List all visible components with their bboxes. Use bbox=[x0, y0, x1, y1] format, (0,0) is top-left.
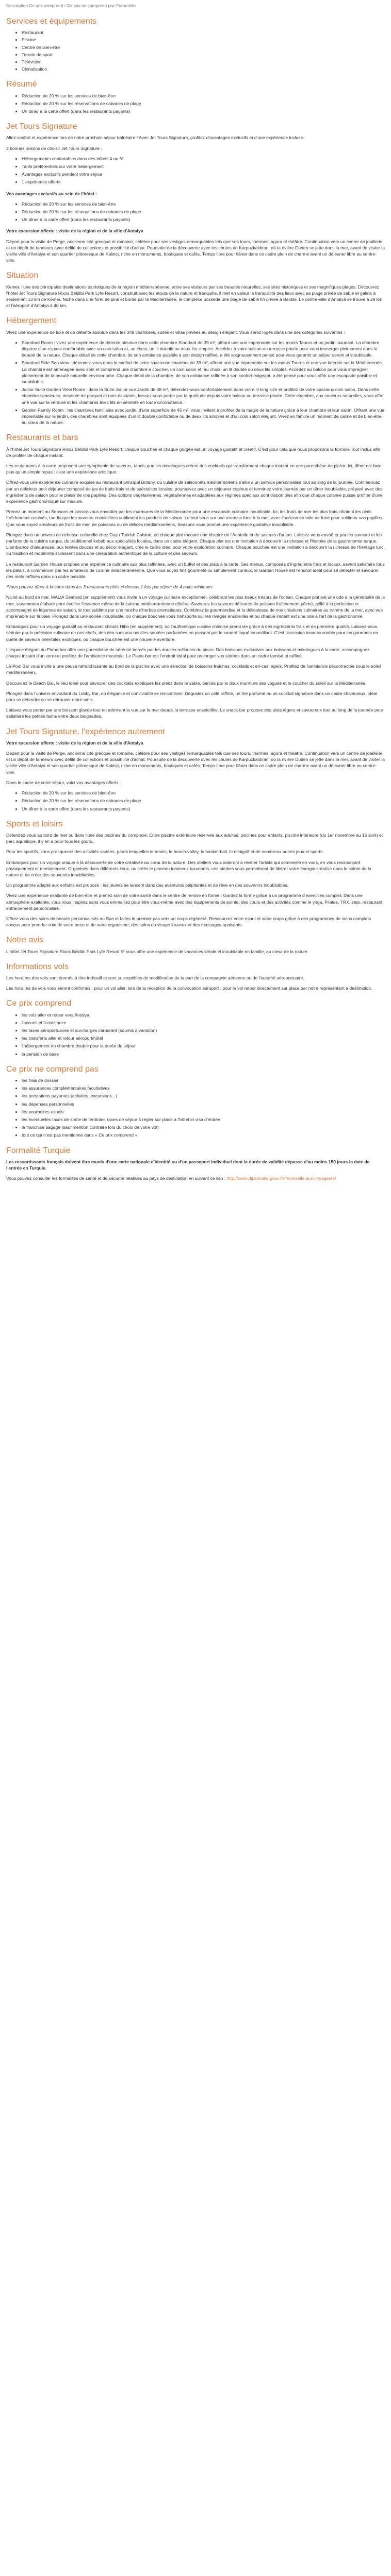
prix-ne-comprend-list bbox=[6, 1077, 385, 1139]
list-item: • la pension de base bbox=[22, 1051, 385, 1057]
restaurants-paragraph: Plongez dans l'univers envoûtant du Lobby Bar, où élégance et convivialité se rencontrent. Dégustez un café raffiné, un thé parfumé ou un cocktail signature dans un cadre chaleureux, idéal pour se détendre ou se retrouver entre amis. bbox=[6, 690, 378, 703]
restaurants-paragraph: À l'hôtel Jet Tours Signature Rixos Beldibi Park Lyfe Resort, chaque bouchée et chaque gorgée est un voyage gustatif et créatif. C'est pour cela que nous proposons la formule Tout inclus afin de profiter de chaque instant. bbox=[6, 446, 380, 458]
restaurants-heading: Restaurants et bars bbox=[6, 433, 78, 443]
excursion-title: Votre excursion offerte : visite de la région et de la ville d'Antalya bbox=[6, 740, 143, 745]
resume-section bbox=[6, 79, 385, 114]
jet-tours-intro: Allez confort et expérience lors de notre prochain séjour balnéaire ! Avec Jet Tours Signature, profitez d'avantages exclusifs et d'une expérience incluse. bbox=[6, 135, 304, 141]
hebergement-heading: Hébergement bbox=[6, 316, 56, 326]
infos-vols-heading: Informations vols bbox=[6, 962, 69, 971]
sports-paragraph: Détendez-vous au bord de mer ou dans l'une des piscines du complexe. Entre piscine extérieure réservée aux adultes, piscines pour enfants, piscine intérieure (du 1er novembre au 15 avril) et parc aquatique, il y en a pour tous les goûts. bbox=[6, 832, 383, 844]
jet-tours-experience-heading: Jet Tours Signature, l'expérience autrement bbox=[6, 727, 165, 736]
restaurants-section bbox=[6, 433, 385, 719]
top-nav-text: Description Ce prix comprend / Ce prix ne comprend pas Formalités bbox=[6, 3, 137, 8]
excursion-title: Votre excursion offerte : visite de la région et de la ville d'Antalya bbox=[6, 228, 143, 234]
room-item: • Garden Family Room : les chambres familiales avec jardin, d'une superficie de 45 m², vous invitent à profiter de la magie de la nature grâce à leur chambre et leur salon. Offrant une vue imprenable sur le jardin, ces chambres sont équipées d'un lit double confortable ou de deux lits simples et d'un coin salon élégant. Vivez en famille un moment de calme et de bien-être au cœur de la nature. bbox=[22, 407, 385, 426]
list-item: • Restaurant bbox=[22, 29, 385, 36]
sports-paragraph: Un programme adapté aux enfants est proposé : les jeunes se lancent dans des aventures palpitantes et de rêve en des souvenirs inoubliables. bbox=[6, 883, 288, 888]
jet-tours-experience-section bbox=[6, 727, 385, 812]
list-item: • Télévision bbox=[22, 59, 385, 65]
list-item: • Réduction de 20 % sur les réservations de cabanes de plage bbox=[22, 798, 385, 804]
hebergement-intro: Vivez une expérience de luxe et de détente absolue dans les 349 chambres, suites et villas privées au design élégant. Vous serez logés dans une des catégories suivantes : bbox=[6, 329, 345, 335]
sports-section bbox=[6, 819, 385, 928]
restaurants-paragraph: Découvrez le Beach Bar, le lieu idéal pour savourer des cocktails exotiques les pieds dans le sable, bercés par le doux murmure des vagues et le coucher du soleil sur la Méditerranée. bbox=[6, 680, 367, 686]
restaurants-note: *Vous pouvez dîner à la carte dans les 3 restaurants cités ci-dessus 1 fois par séjour de 4 nuits minimum. bbox=[6, 584, 213, 590]
sports-paragraph: Vivez une expérience exaltante de bien-être et prenez soin de votre santé dans le centre de remise en forme : Gardez la forme grâce à un programme d'exercices complet. Dans une atmosphère exaltante, vous vous inspirez sans vous emmaillez pour être vous-même avec des équipements de pointe, des cours et des activités comme le yoga, Pilates, TRX, step, restaurant entraînement personnalisé. bbox=[6, 893, 383, 911]
prix-ne-comprend-section bbox=[6, 1064, 385, 1139]
list-item: • Réduction de 20 % sur les réservations de cabanes de plage bbox=[22, 100, 385, 107]
restaurants-paragraph: Laissez-vous porter par une boisson glacée tout en admirant la vue sur la mer depuis la terrasse ensoleillée. Le snack-bar propose des plats légers et savoureux tout au long de la journée pour satisfaire les petites faims entre deux baignades. bbox=[6, 707, 383, 719]
restaurants-paragraph: Offrez-vous une expérience culinaire exquise au restaurant principal Botany, où cuisine de saisonnets méditerranéens s'allie à un service personnalisé tout au long de la journée. Commencez par un délicieux petit déjeuner composé de jus de fruits frais et de spécialités locales, poursuivez avec un déjeuner copieux et terminez votre journée par un dîner inoubliable, préparé avec des ingrédients de saison pour le plaisir de vos papilles. Des options végétariennes, végétaliennes et adaptées aux régimes spéciaux sont disponibles afin que chaque convive puisse profiter d'une expérience gastronomique sur mesure. bbox=[6, 480, 383, 504]
formalite-section bbox=[6, 1146, 385, 1182]
room-item: • Junior Suite Garden View Room : dans la Suite Junior vue Jardin de 48 m², détendez-vous confortablement dans votre lit king size et profitez de votre spacieux coin salon. Dans cette chambre spacieuse, meublée de parquet et tons éclatants, laissez-vous porter par la quiétude depuis votre balcon ou terrasse privée. Cette chambre, aux couleurs naturelles, vous offre une vue sur la verdure et les chambres avec lits en sérénité en toute circonstance. bbox=[22, 386, 385, 405]
room-item: • Standard Room : vivez une expérience de détente absolue dans cette chambre Standard de 39 m², offrant une vue imprenable sur les monts Taurus et un jardin luxuriant. La chambre dispose d'un espace confortable avec un coin salon et, au choix, un lit double ou deux lits simples. Accédez à votre balcon ou terrasse privée pour vous immerger pleinement dans la beauté de la nature. Chaque détail de cette chambre, de son ambiance paisible à son design raffiné, a été soigneusement pensé pour vous garantir un séjour serein et inoubliable. bbox=[22, 340, 385, 359]
situation-section bbox=[6, 270, 385, 309]
restaurants-paragraph: Embarquez pour un voyage gustatif au restaurant chinois Hibo (en supplément), où l'authentique cuisine chinoise prend vie grâce à des ingrédients frais et de première qualité. Laissez-vous séduire par la précision culinaire de nos chefs, des dim sum aux nouilles sautées parfumées en passant par le canard laqué croustillant. C'est l'occasion incontournable pour les gourmets en quête de saveurs orientales exotiques, où chaque bouchée est une nouvelle aventure. bbox=[6, 624, 378, 642]
list-item: • les pourboires usuels bbox=[22, 1109, 385, 1115]
list-item: • Terrain de sport bbox=[22, 52, 385, 58]
restaurants-paragraph: Niché au bord de mer, MALIA Seafood (en supplément) vous invite à un voyage culinaire exceptionnel, célébrant les plus beaux trésors de l'océan. Chaque plat est une ode à la générosité de la mer, savamment élaboré pour éveiller l'essence même de la cuisine méditerranéenne côtière. Savourez les saveurs délicates du poisson fraîchement pêché, grillé à la perfection et accompagné de légumes de saison, le tout sublimé par une touche d'herbes aromatiques. Combinez la gourmandise et la délicatesse de nos créations culinaires au rythme de la mer, avec vue imprenable sur la baie. Plongez dans une soirée inoubliable, où chaque bouchée vous transporte sur les rivages ensoleillés et où chaque instant est une ode à l'art de la gastronomie. bbox=[6, 595, 385, 619]
room-list bbox=[6, 340, 385, 426]
list-item: • Climatisation bbox=[22, 66, 385, 72]
sports-heading: Sports et loisirs bbox=[6, 819, 63, 828]
avantages-intro: Dans le cadre de votre séjour, voici vos avantages offerts : bbox=[6, 779, 121, 785]
list-item: • Avantages exclusifs pendant votre séjour bbox=[22, 171, 385, 177]
prix-comprend-heading: Ce prix comprend bbox=[6, 999, 72, 1008]
list-item: • la franchise bagage (sauf mention contraire lors du choix de votre vol) bbox=[22, 1124, 385, 1130]
prix-ne-comprend-heading: Ce prix ne comprend pas bbox=[6, 1064, 99, 1074]
room-item: • Standard Side Sea view : détendez-vous dans le confort de cette spacieuse chambre de 39 m², offrant une vue imprenable sur les monts Taurus et une vue latérale sur la Méditerranée. La chambre est aménagée avec soin et comprend une chambre à coucher, un coin salon et, au choix, un lit double ou deux lits simples. Accédez au balcon pour vous imprégner pleinement de la beauté naturelle environnante. Chaque détail de la chambre, de son ambiance raffinée à son confort exigeant, a été pensé pour vous offrir une escapade paisible et inoubliable. bbox=[22, 360, 385, 385]
avantages-title: Vos avantages exclusifs au sein de l'hôtel : bbox=[6, 191, 97, 196]
services-section bbox=[6, 16, 385, 72]
list-item: • Réduction de 20 % sur les services de bien-être bbox=[22, 201, 385, 207]
list-item: • les taxes aéroportuaires et surcharges carburant (soumis à variation) bbox=[22, 1027, 385, 1033]
hebergement-section bbox=[6, 316, 385, 426]
list-item: • les frais de dossier bbox=[22, 1077, 385, 1083]
infos-vols-paragraph: Les horaires de vols vous seront confirmés : pour un vol aller, lors de la réception de la convocation aéroport ; pour le vol retour directement sur place par notre représentant à destination. bbox=[6, 986, 372, 991]
list-item: • l'hébergement en chambre double pour la durée du séjour bbox=[22, 1043, 385, 1049]
sports-paragraph: Pour les sportifs, vous pratiquerez des activités variées, parmi lesquelles le tennis, le beach-volley, le basket-ball, le minigolf et de nombreux autres jeux et sports. bbox=[6, 849, 324, 855]
restaurants-paragraph: Le restaurant Garden House propose une expérience culinaire aux plus raffinées, avec un buffet et des plats à la carte. Ses menus, composés d'ingrédients frais et locaux, savent satisfaire tous les palais, à commencer par les amateurs de cuisine méditerranéenne. Que vous soyez fins gourmets ou simplement curieux, le Garden House est l'endroit idéal pour se délecter et savourer des mets raffinés dans un cadre paisible. bbox=[6, 561, 385, 580]
list-item: • tout ce qui n'est pas mentionné dans « Ce prix comprend » bbox=[22, 1132, 385, 1138]
list-item: • les prestations payantes (activités, excursions...) bbox=[22, 1093, 385, 1099]
list-item: • Tarifs préférentiels sur votre hébergement bbox=[22, 163, 385, 170]
jet-tours-reasons-list bbox=[6, 156, 385, 185]
list-item: • Un dîner à la carte offert (dans les restaurants payants) bbox=[22, 108, 385, 114]
resume-heading: Résumé bbox=[6, 80, 37, 89]
restaurants-paragraph: Plongez dans un univers de richesse culturelle chez Duyu Turkish Cuisine, où chaque plat raconte une histoire de l'Anatolie et de saveurs d'antan. Laissez-vous envoûter par les saveurs et les parfums de la cuisine turque, du traditionnel kebab aux spécialités locales, dans un cadre élégant. Chaque plat est une invitation à découvrir la richesse et l'histoire de la gastronomie turque. L'ambiance chaleureuse, aux teintes douces et au décor élégant, crée le cadre idéal pour votre exploration culinaire. Chaque bouchée est une invitation à découvrir la richesse de l'héritage turc, où tradition et modernité s'unissent dans une célébration authentique de la culture et des saveurs. bbox=[6, 532, 385, 556]
list-item: • Un dîner à la carte offert (dans les restaurants payants) bbox=[22, 216, 385, 223]
resume-list bbox=[6, 93, 385, 115]
list-item: • Réduction de 20 % sur les réservations de cabanes de plage bbox=[22, 209, 385, 215]
avantages-list bbox=[6, 201, 385, 223]
list-item: • 1 expérience offerte bbox=[22, 179, 385, 185]
notre-avis-section bbox=[6, 935, 385, 954]
restaurants-paragraph: Prenez un moment au Seasons et laissez-vous envoûter par les murmures de la Méditerranée pour une escapade culinaire inoubliable. Ici, les fruits de mer les plus frais côtoient les plats fraîchement cuisinés, tandis que les saveurs ensoleillées subliment les produits de saison. Le tout servi sur une terrasse face à la mer, avec l'horizon en toile de fond pour sublimer vos papilles. Que vous soyez amateurs de fruits de mer, de poissons ou de délices méditerranéens, Seasons vous promet une expérience gustative inoubliable. bbox=[6, 509, 384, 527]
formalite-link-intro bbox=[6, 1175, 385, 1181]
formalite-heading: Formalité Turquie bbox=[6, 1146, 71, 1155]
notre-avis-text: L'hôtel Jet Tours Signature Rixos Beldibi Park Lyfe Resort 5* vous offre une expérience de vacances idéale et inoubliable en famille, au cœur de la nature. bbox=[6, 948, 309, 954]
infos-vols-section bbox=[6, 962, 385, 992]
list-item: • les éventuelles taxes de sortie de territoire, taxes de séjour à régler sur place à l'hôtel et visa d'entrée bbox=[22, 1116, 385, 1123]
restaurants-paragraph: Le Pool Bar vous invite à une pause rafraîchissante au bord de la piscine avec une sélection de boissons fraîches, cocktails et en-cas légers. Profitez de l'ambiance décontractée sous le soleil méditerranéen. bbox=[6, 664, 381, 675]
list-item: • les dépenses personnelles bbox=[22, 1101, 385, 1107]
list-item: • Réduction de 20 % sur les services de bien-être bbox=[22, 93, 385, 99]
prix-comprend-list bbox=[6, 1012, 385, 1057]
list-item: • les vols aller et retour vers Antalya bbox=[22, 1012, 385, 1018]
list-item: • les assurances complémentaires facultatives bbox=[22, 1085, 385, 1091]
jet-tours-reasons-title: 3 bonnes raisons de choisir Jet Tours Signature : bbox=[6, 145, 102, 151]
situation-text: Kemer, l'une des principales destinations touristiques de la région méditerranéenne, attire ses visiteurs par ses beautés naturelles, ses sites historiques et ses magnifiques plages. Découvrez l'hôtel Jet Tours Signature Rixos Beldibi Park Lyfe Resort, construit avec les atouts de la nature et tranquille, il met en valeur la tranquillité des lieux avec sa plage privée de sable et galets à seulement 13 km de Kemer. Niché dans une forêt de pins et bordé par la Méditerranée, le complexe possède une plage de sable fin privée à Beldibi. Le centre-ville d'Antalya se trouve à 29 km et l'aéroport d'Antalya à 40 km. bbox=[6, 284, 383, 309]
list-item: • Réduction de 20 % sur les services de bien-être bbox=[22, 790, 385, 796]
list-item: • Un dîner à la carte offert (dans les restaurants payants) bbox=[22, 806, 385, 812]
sports-paragraph: Offrez-vous des soins de beauté personnalisés au Spa et faites le premier pas vers un corps régénéré. Ressourcez votre esprit et votre corps grâce à des programmes de soins complets conçus pour prendre soin de votre peau et de votre organisme, des soins du visage luxueux et des massages apaisants. bbox=[6, 916, 371, 928]
jet-tours-section bbox=[6, 122, 385, 263]
list-item: • les transferts aller et retour aéroport/hôtel bbox=[22, 1035, 385, 1041]
list-item: • Piscine bbox=[22, 37, 385, 43]
product-description-page bbox=[0, 0, 391, 1191]
services-list bbox=[6, 29, 385, 72]
excursion-text: Départ pour la visite de Perge, ancienne cité grecque et romaine, célèbre pour ses vestiges remarquables tels que ses tours, thermes, agora et théâtre. Continuation vers un centre de joaillerie et un dépôt de tanneurs avec défilé de collections et possibilité d'achat. Poursuite de la découverte avec les chutes de Karpuzkaldiran, où la rivière Düden se jette dans la mer, avant de visiter la vieille ville d'Antalya et son quartier pittoresque de Kaleiçi, riche en monuments, boutiques et cafés. Temps libre pour flâner dans ce cadre plein de charme avant un déjeuner libre au centre-ville. bbox=[6, 751, 385, 775]
excursion-text: Départ pour la visite de Perge, ancienne cité grecque et romaine, célèbre pour ses vestiges remarquables tels que ses tours, thermes, agora et théâtre. Continuation vers un centre de joaillerie et un dépôt de tanneurs avec défilé de collections et possibilité d'achat. Poursuite de la découverte avec les chutes de Karpuzkaldiran, où la rivière Düden se jette dans la mer, avant de visiter la vieille ville d'Antalya et son quartier pittoresque de Kaleiçi, riche en monuments, boutiques et cafés. Temps libre pour flâner dans ce cadre plein de charme avant un déjeuner libre au centre-ville. bbox=[6, 239, 385, 263]
list-item: • Centre de bien-être bbox=[22, 44, 385, 50]
formalite-link-label: Vous pouvez consulter les formalités de santé et de sécurité relatives au pays de destination en suivant ce lien : bbox=[6, 1176, 226, 1181]
jet-tours-heading: Jet Tours Signature bbox=[6, 122, 77, 131]
list-item: • Hébergements confortables dans des hôtels 4 ou 5* bbox=[22, 156, 385, 162]
restaurants-paragraph: Les restaurants à la carte proposent une symphonie de saveurs, tandis que les mixologues créent des cocktails qui transforment chaque instant en une parenthèse de plaisir. Ici, dîner est bien plus qu'un simple repas : c'est une expérience artistique. bbox=[6, 463, 382, 475]
formalite-text: Les ressortissants français doivent être munis d'une carte nationale d'identité ou d'un passeport individuel dont la durée de validité dépasse d'au moins 150 jours la date de l'entrée en Turquie. bbox=[6, 1159, 370, 1171]
restaurants-paragraph: L'espace élégant du Piano-bar offre une parenthèse de sérénité bercée par les douces mélodies du piano. Des boissons exclusives aux boissons et mixologues à la carte, accompagnez chaque instant d'un verre et profitez de l'ambiance musicale. Le Piano-bar est l'endroit idéal pour prolonger vos soirées dans un cadre tamisé et raffiné. bbox=[6, 647, 370, 659]
diplomatie-link[interactable]: http://www.diplomatie.gouv.fr/fr/conseils-aux-voyageurs/ bbox=[226, 1176, 336, 1181]
prix-comprend-section bbox=[6, 998, 385, 1057]
avantages-list bbox=[6, 790, 385, 812]
services-heading: Services et équipements bbox=[6, 16, 97, 26]
notre-avis-heading: Notre avis bbox=[6, 936, 44, 945]
situation-heading: Situation bbox=[6, 271, 39, 280]
list-item: • l'accueil et l'assistance bbox=[22, 1020, 385, 1026]
sports-paragraph: Embarquez pour un voyage unique à la découverte de votre créativité au cœur de la nature. Des ateliers vous aideront à révéler l'artiste qui sommeille en vous, en vous ressourçant physiquement et mentalement. Organisés dans différents lieux, ou créés le pinceau lumineux luxuriants, ces ateliers vous permettront de libérer votre énergie créative dans le calme de la nature et de créer des souvenirs inoubliables. bbox=[6, 859, 371, 877]
infos-vols-paragraph: Les horaires des vols sont donnés à titre indicatif et sont susceptibles de modification de la part de la compagnie aérienne ou de l'autorité aéroportuaire. bbox=[6, 975, 304, 980]
